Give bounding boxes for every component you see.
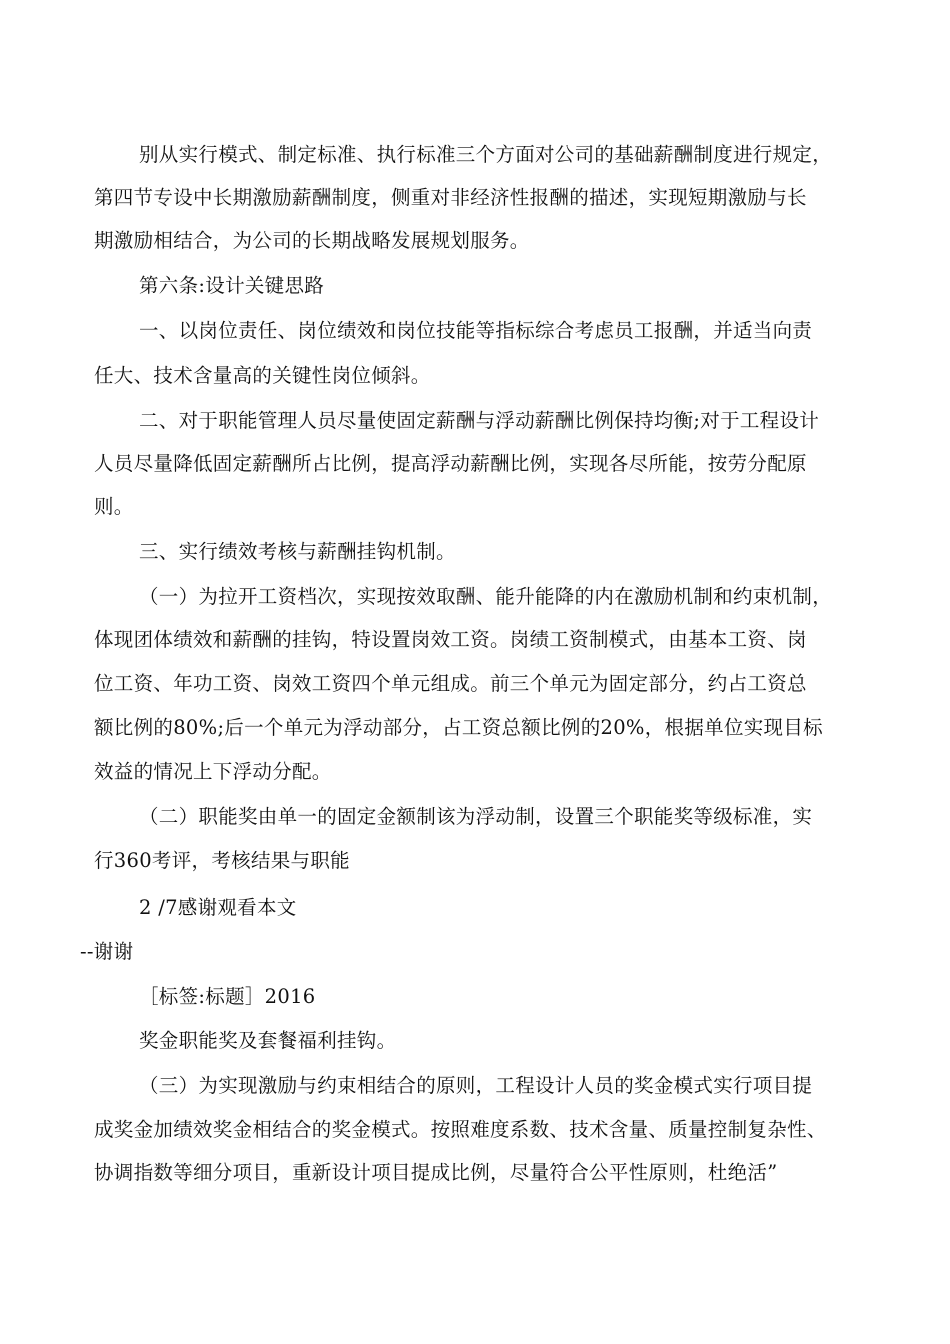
text-line: （三）为实现激励与约束相结合的原则，工程设计人员的奖金模式实行项目提 [139, 1074, 813, 1097]
tag-label: ［标签:标题］2016 [139, 985, 316, 1008]
text-line: 三、实行绩效考核与薪酬挂钩机制。 [139, 540, 456, 563]
text-line: 协调指数等细分项目，重新设计项目提成比例，尽量符合公平性原则，杜绝活” [94, 1161, 778, 1184]
text-line: 期激励相结合，为公司的长期战略发展规划服务。 [94, 229, 530, 252]
text-line: 行360考评，考核结果与职能 [94, 849, 350, 872]
text-line: 别从实行模式、制定标准、执行标准三个方面对公司的基础薪酬制度进行规定， [139, 143, 833, 166]
text-line: 效益的情况上下浮动分配。 [94, 760, 332, 783]
text-line: 二、对于职能管理人员尽量使固定薪酬与浮动薪酬比例保持均衡;对于工程设计 [139, 409, 820, 432]
text-line: （一）为拉开工资档次，实现按效取酬、能升能降的内在激励机制和约束机制， [139, 585, 833, 608]
text-line: 成奖金加绩效奖金相结合的奖金模式。按照难度系数、技术含量、质量控制复杂性、 [94, 1118, 827, 1141]
text-line: 人员尽量降低固定薪酬所占比例，提高浮动薪酬比例，实现各尽所能，按劳分配原 [94, 452, 807, 475]
text-line: （二）职能奖由单一的固定金额制该为浮动制，设置三个职能奖等级标准，实 [139, 805, 813, 828]
text-line: 一、以岗位责任、岗位绩效和岗位技能等指标综合考虑员工报酬，并适当向责 [139, 319, 813, 342]
section-heading: 第六条:设计关键思路 [139, 274, 325, 297]
page-footer: 2 /7感谢观看本文 [139, 896, 297, 919]
text-line: 奖金职能奖及套餐福利挂钩。 [139, 1029, 397, 1052]
text-line: 体现团体绩效和薪酬的挂钩，特设置岗效工资。岗绩工资制模式，由基本工资、岗 [94, 628, 807, 651]
page-footer-thanks: --谢谢 [80, 940, 134, 963]
text-line: 位工资、年功工资、岗效工资四个单元组成。前三个单元为固定部分，约占工资总 [94, 672, 807, 695]
text-line: 第四节专设中长期激励薪酬制度，侧重对非经济性报酬的描述，实现短期激励与长 [94, 186, 807, 209]
text-line: 则。 [94, 495, 134, 518]
text-line: 任大、技术含量高的关键性岗位倾斜。 [94, 364, 431, 387]
text-line: 额比例的80%;后一个单元为浮动部分，占工资总额比例的20%，根据单位实现目标 [94, 716, 823, 739]
